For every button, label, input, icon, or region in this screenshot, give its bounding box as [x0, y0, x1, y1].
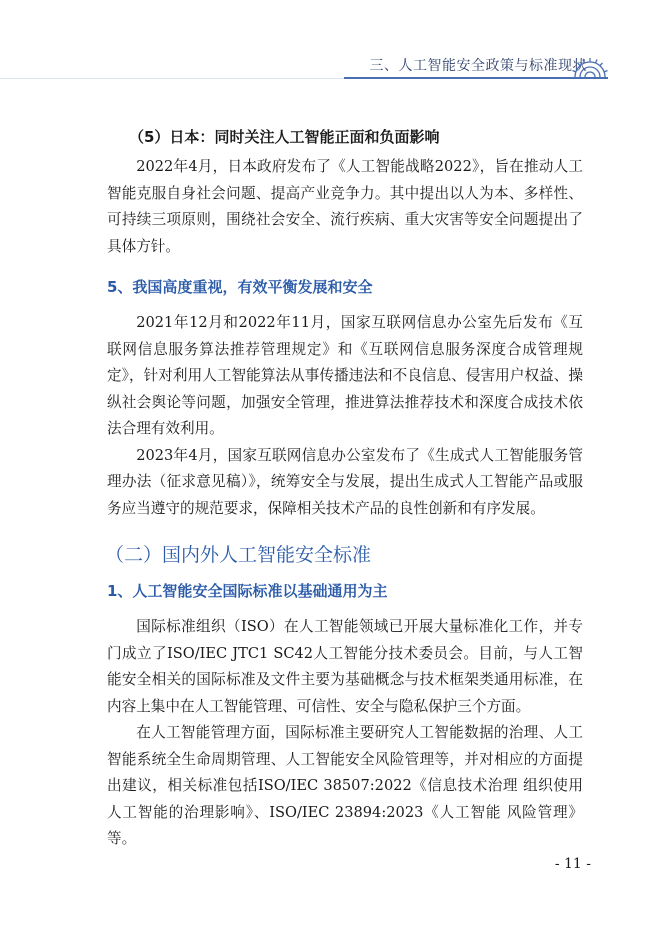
standards-paragraph-1: 国际标准组织（ISO）在人工智能领域已开展大量标准化工作，并专门成立了ISO/IEC JTC1 SC42人工智能分技术委员会。目前，与人工智能安全相关的国际标准及文件主要为基础概念与技术框架类通用标准，在内容上集中在人工智能管理、可信性、安全与隐私保护三个方面。: [107, 618, 583, 715]
page-number: - 11 -: [554, 856, 591, 872]
japan-paragraph: 2022年4月，日本政府发布了《人工智能战略2022》，旨在推动人工智能克服自身社会问题、提高产业竞争力。其中提出以人为本、多样性、可持续三项原则，围绕社会安全、流行疾病、重大灾害等安全问题提出了具体方针。: [107, 158, 583, 255]
section-heading-standards: （二）国内外人工智能安全标准: [105, 544, 372, 566]
china-paragraph-2: 2023年4月，国家互联网信息办公室发布了《生成式人工智能服务管理办法（征求意见稿）》，统筹安全与发展，提出生成式人工智能产品或服务应当遵守的规范要求，保障相关技术产品的良性创新和有序发展。: [107, 446, 583, 517]
page-body: [107, 124, 583, 853]
gear-icon: [571, 48, 609, 78]
standards-paragraph-2: 在人工智能管理方面，国际标准主要研究人工智能数据的治理、人工智能系统全生命周期管理、人工智能安全风险管理等，并对相应的方面提出建议，相关标准包括ISO/IEC 38507:2022《信息技术治理 组织使用人工智能的治理影响》、ISO/IEC 23894:2023《人工智能 风险管理》等。: [107, 724, 583, 847]
header-rule: [344, 77, 608, 79]
page-header: [0, 0, 665, 90]
intl-standards-heading: 1、人工智能安全国际标准以基础通用为主: [107, 582, 388, 600]
china-heading: 5、我国高度重视，有效平衡发展和安全: [107, 278, 373, 296]
header-rule-light: [0, 78, 344, 79]
china-paragraph-1: 2021年12月和2022年11月，国家互联网信息办公室先后发布《互联网信息服务算法推荐管理规定》和《互联网信息服务深度合成管理规定》，针对利用人工智能算法从事传播违法和不良信息、侵害用户权益、操纵社会舆论等问题，加强安全管理，推进算法推荐技术和深度合成技术依法合理有效利用。: [107, 314, 583, 437]
running-header-title: 三、人工智能安全政策与标准现状: [369, 58, 587, 74]
spacer: [107, 260, 583, 274]
japan-heading: （5）日本：同时关注人工智能正面和负面影响: [129, 128, 440, 146]
